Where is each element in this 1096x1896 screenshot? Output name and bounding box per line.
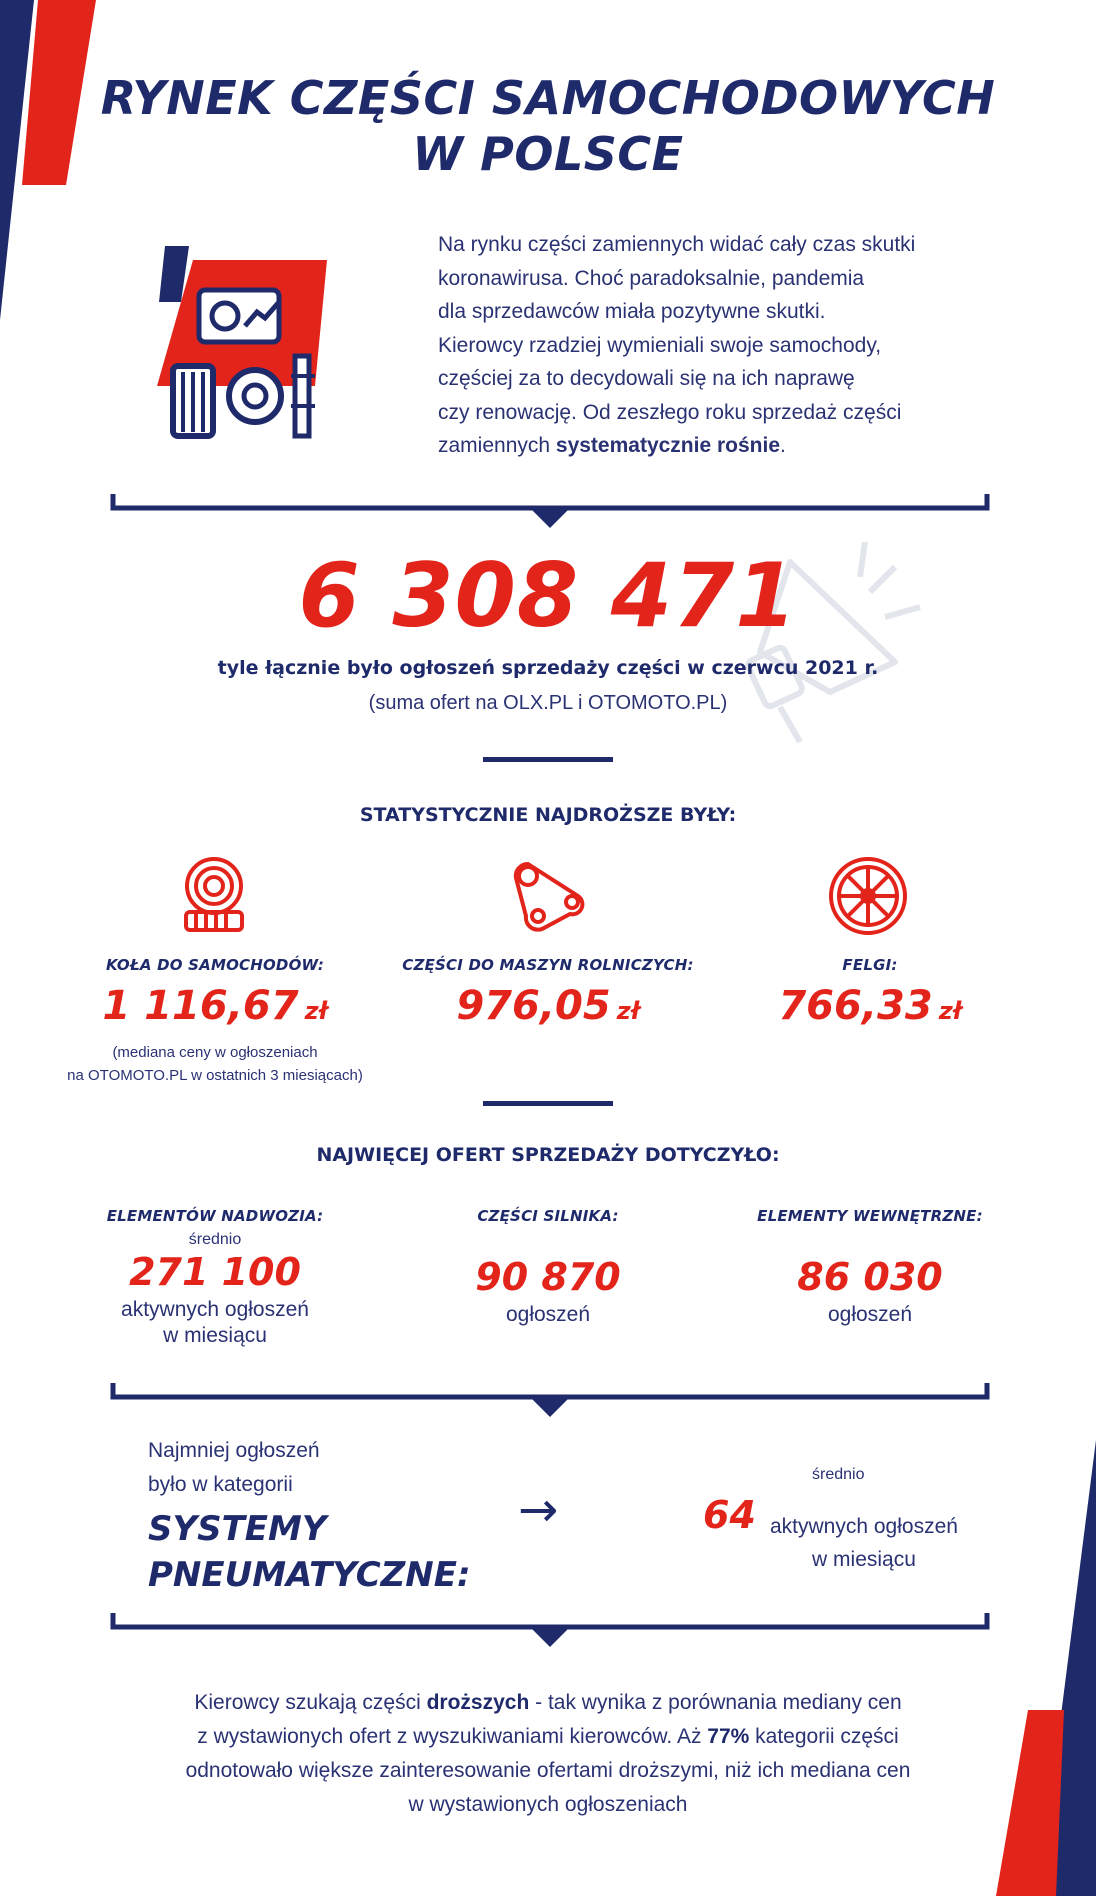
total-listings-value: 6 308 471 xyxy=(298,544,798,647)
expensive-item-rims: FELGI: 766,33 zł xyxy=(778,956,962,1029)
conclusion-paragraph: Kierowcy szukają części droższych - tak wynika z porównania mediany cen z wystawionych ofert z wyszukiwaniami kierowców. Aż 77% kategorii części odnotowało większe zainteresowanie ofertami droższymi, niż ich mediana cen w wystawionych ogłoszeniach xyxy=(185,1691,911,1816)
divider-bar xyxy=(483,1101,613,1106)
expensive-item-wheels: KOŁA DO SAMOCHODÓW: 1 116,67 zł (mediana ceny w ogłoszeniach na OTOMOTO.PL w ostatnich 3 miesiącach) xyxy=(67,956,363,1084)
total-listings-description: tyle łącznie było ogłoszeń sprzedaży części w czerwcu 2021 r. xyxy=(217,657,879,679)
least-offers-average-label: średnio xyxy=(812,1466,865,1483)
bracket-divider xyxy=(110,494,990,530)
offers-item-body: ELEMENTÓW NADWOZIA: średnio 271 100 aktywnych ogłoszeń w miesiącu xyxy=(106,1207,324,1347)
car-parts-market-icon xyxy=(155,246,330,446)
least-offers-text: aktywnych ogłoszeń w miesiącu xyxy=(770,1515,958,1571)
arrow-right-icon: → xyxy=(518,1482,559,1538)
belt-pulley-icon xyxy=(508,856,590,934)
page-title: RYNEK CZĘŚCI SAMOCHODOWYCH W POLSCE xyxy=(100,71,996,181)
corner-stripes-bottom-right xyxy=(986,1440,1096,1896)
most-expensive-heading: STATYSTYCZNIE NAJDROŻSZE BYŁY: xyxy=(359,804,737,826)
bracket-divider xyxy=(110,1383,990,1419)
tire-icon xyxy=(182,856,246,934)
least-offers-count: 64 xyxy=(703,1493,756,1537)
divider-bar xyxy=(483,757,613,762)
total-listings-note: (suma ofert na OLX.PL i OTOMOTO.PL) xyxy=(368,692,728,714)
offers-item-interior: ELEMENTY WEWNĘTRZNE: 86 030 ogłoszeń xyxy=(757,1207,983,1326)
offers-item-engine: CZĘŚCI SILNIKA: 90 870 ogłoszeń xyxy=(475,1207,621,1326)
expensive-item-agri-parts: CZĘŚCI DO MASZYN ROLNICZYCH: 976,05 zł xyxy=(402,956,694,1029)
intro-paragraph: Na rynku części zamiennych widać cały czas skutki koronawirusa. Choć paradoksalnie, pandemia dla sprzedawców miała pozytywne skutki. Kierowcy rzadziej wymieniali swoje samochody, częściej za to decydowali się na ich naprawę czy renowację. Od zeszłego roku sprzedaż części zamiennych systematycznie rośnie. xyxy=(438,233,916,457)
least-offers-intro: Najmniej ogłoszeń było w kategorii SYSTEMY PNEUMATYCZNE: xyxy=(148,1439,471,1595)
most-offers-heading: NAJWIĘCEJ OFERT SPRZEDAŻY DOTYCZYŁO: xyxy=(316,1144,780,1166)
bracket-divider xyxy=(110,1613,990,1649)
rim-icon xyxy=(828,856,908,936)
